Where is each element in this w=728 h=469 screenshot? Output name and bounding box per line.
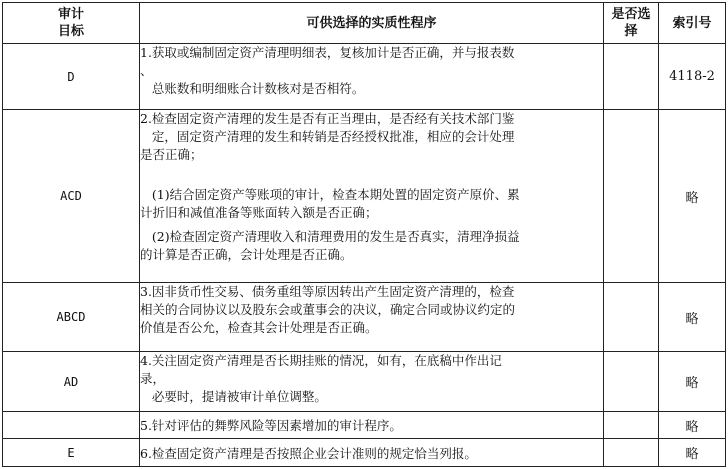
header-ref: 索引号 xyxy=(659,3,726,44)
row-choose-cell[interactable] xyxy=(604,352,659,412)
procedure-line: 价值是否公允，检查其会计处理是否正确。 xyxy=(140,320,378,335)
procedure-line: 相关的合同协议以及股东会或董事会的决议，确定合同或协议约定的 xyxy=(140,302,516,317)
table-row xyxy=(3,412,726,439)
header-choose xyxy=(604,3,659,44)
header-choose-line2: 择 xyxy=(624,24,638,39)
row-procedure xyxy=(140,439,604,467)
row-goal: ABCD xyxy=(3,283,140,352)
row-ref: 略 xyxy=(659,439,726,467)
header-procedure: 可供选择的实质性程序 xyxy=(140,3,604,44)
table-row xyxy=(3,439,726,467)
procedure-line: 4.关注固定资产清理是否长期挂账的情况，如有，在底稿中作出记 xyxy=(140,353,502,368)
header-goal xyxy=(3,3,140,44)
row-goal: AD xyxy=(3,352,140,412)
row-procedure xyxy=(140,412,604,439)
procedure-line: 6.检查固定资产清理是否按照企业会计准则的规定恰当列报。 xyxy=(140,445,477,461)
procedure-line: 定，固定资产清理的发生和转销是否经授权批准，相应的会计处理 xyxy=(140,129,515,144)
table-row xyxy=(3,283,726,352)
row-ref: 略 xyxy=(659,352,726,412)
row-ref: 略 xyxy=(659,283,726,352)
procedure-line: 5.针对评估的舞弊风险等因素增加的审计程序。 xyxy=(140,418,402,433)
procedure-line: 必要时，提请被审计单位调整。 xyxy=(140,389,327,404)
procedure-line: 2.检查固定资产清理的发生是否有正当理由，是否经有关技术部门鉴 xyxy=(140,111,515,126)
table-row xyxy=(3,110,726,283)
procedure-line: 、 xyxy=(140,63,153,78)
row-choose-cell[interactable] xyxy=(604,283,659,352)
procedure-line: 总账数和明细账合计数核对是否相符。 xyxy=(140,81,365,96)
row-procedure xyxy=(140,44,604,110)
procedure-line: 计折旧和减值准备等账面转入额是否正确； xyxy=(140,205,378,220)
header-goal-line1: 审计 xyxy=(57,7,84,22)
row-procedure xyxy=(140,352,604,412)
row-choose-cell[interactable] xyxy=(604,110,659,283)
procedure-line: (2)检查固定资产清理收入和清理费用的发生是否真实，清理净损益 xyxy=(140,229,520,244)
row-ref: 4118-2 xyxy=(659,44,726,110)
row-goal: ACD xyxy=(3,110,140,283)
row-procedure xyxy=(140,110,604,283)
table-row xyxy=(3,44,726,110)
row-goal: E xyxy=(3,439,140,467)
row-choose-cell[interactable] xyxy=(604,439,659,467)
row-choose-cell[interactable] xyxy=(604,412,659,439)
table-row xyxy=(3,352,726,412)
header-goal-line2: 目标 xyxy=(57,24,84,39)
procedure-line: (1)结合固定资产等账项的审计，检查本期处置的固定资产原价、累 xyxy=(140,187,520,202)
row-goal xyxy=(3,412,140,439)
procedure-line: 是否正确； xyxy=(140,147,203,162)
procedure-line: 1.获取或编制固定资产清理明细表，复核加计是否正确，并与报表数 xyxy=(140,45,515,60)
row-procedure xyxy=(140,283,604,352)
row-choose-cell[interactable] xyxy=(604,44,659,110)
procedure-line: 录， xyxy=(140,371,166,386)
header-choose-line1: 是否选 xyxy=(611,7,651,22)
procedure-line: 3.因非货币性交易、债务重组等原因转出产生固定资产清理的，检查 xyxy=(140,284,515,299)
procedure-spacer xyxy=(140,164,603,186)
audit-procedure-table xyxy=(2,2,726,467)
row-ref: 略 xyxy=(659,412,726,439)
row-ref: 略 xyxy=(659,110,726,283)
header-row xyxy=(3,3,726,44)
procedure-line: 的计算是否正确，会计处理是否正确。 xyxy=(140,247,353,262)
row-goal: D xyxy=(3,44,140,110)
